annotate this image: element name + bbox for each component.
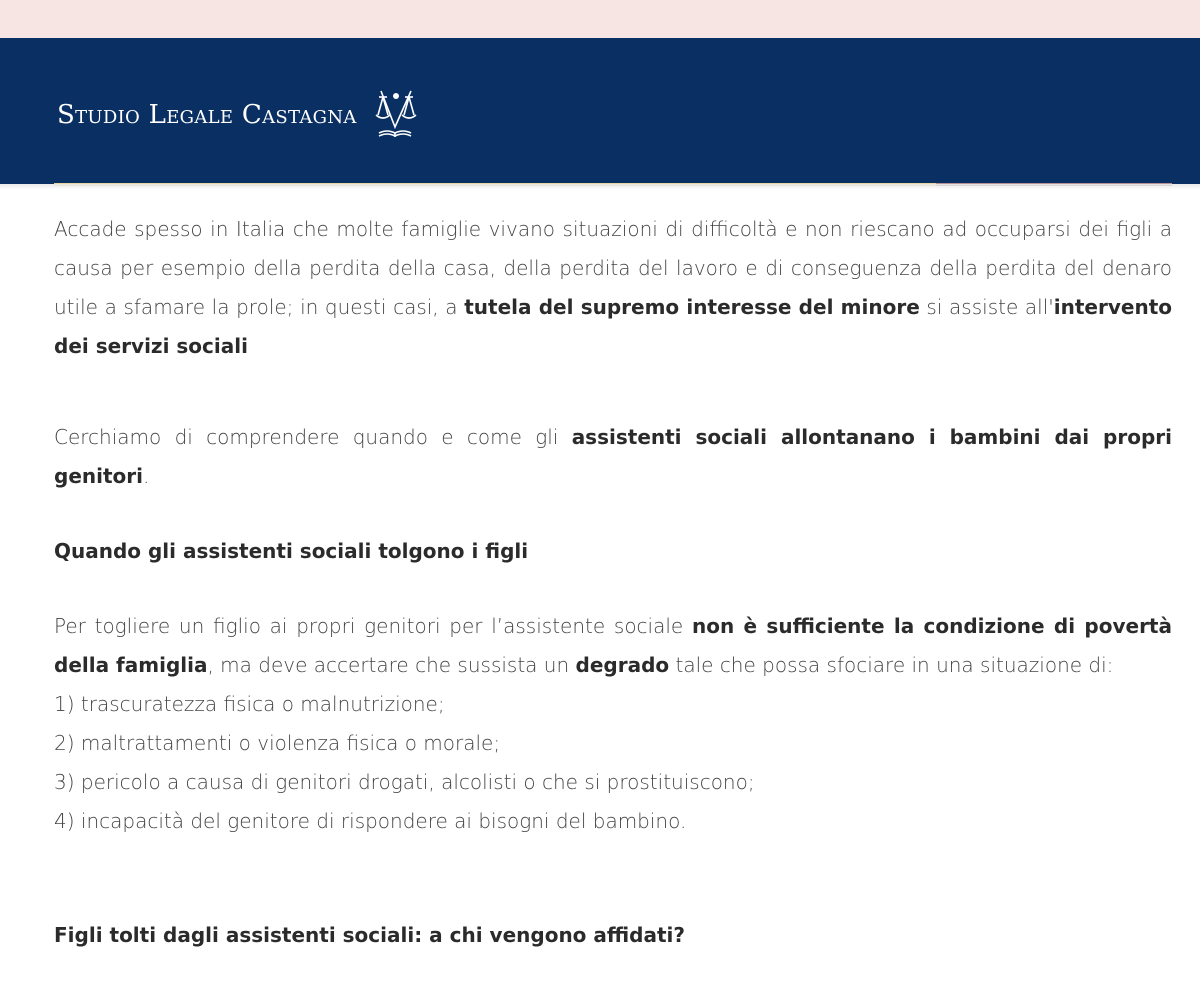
text-run: Per togliere un figlio ai propri genitori per l’assistente sociale	[54, 614, 692, 638]
text-run: tale che possa sfociare in una situazione di:	[669, 653, 1114, 677]
third-paragraph	[54, 607, 1172, 685]
section-heading: Figli tolti dagli assistenti sociali: a chi vengono affidati?	[54, 923, 686, 947]
list-item: 1) trascuratezza fisica o malnutrizione;	[54, 692, 445, 716]
list-item: 4) incapacità del genitore di rispondere ai bisogni del bambino.	[54, 809, 687, 833]
bold-text: intervento dei servizi sociali	[54, 295, 1172, 358]
conditions-list	[54, 685, 1172, 841]
bold-text: non è sufficiente la condizione di povertà della famiglia	[54, 614, 1172, 677]
second-paragraph	[54, 418, 1172, 496]
brand-name: Studio Legale Castagna	[57, 100, 357, 130]
list-item: 2) maltrattamenti o violenza fisica o morale;	[54, 731, 501, 755]
list-item: 3) pericolo a causa di genitori drogati, alcolisti o che si prostituiscono;	[54, 770, 755, 794]
section-heading: Quando gli assistenti sociali tolgono i figli	[54, 539, 529, 563]
header-shadow	[0, 184, 1200, 190]
text-run: .	[143, 464, 150, 488]
text-run: si assiste all'	[919, 295, 1054, 319]
text-run: Cerchiamo di comprendere quando e come gli	[54, 425, 572, 449]
site-logo-link[interactable]	[57, 95, 427, 135]
bold-text: tutela del supremo interesse del minore	[464, 295, 920, 319]
text-run: Accade spesso in Italia che molte famiglie vivano situazioni di difficoltà e non riescano ad occuparsi dei figli a causa per esempio della perdita della casa, della perdita del lavoro e di conseguenza della perdita del denaro utile a sfamare la prole; in questi casi, a	[54, 217, 1172, 319]
article-content	[54, 210, 1172, 955]
text-run: , ma deve accertare che sussista un	[207, 653, 576, 677]
scales-of-justice-logo-icon	[365, 87, 427, 143]
bold-text: assistenti sociali allontanano i bambini dai propri genitori	[54, 425, 1172, 488]
intro-paragraph	[54, 210, 1172, 366]
bold-text: degrado	[575, 653, 670, 677]
top-bar	[0, 0, 1200, 38]
